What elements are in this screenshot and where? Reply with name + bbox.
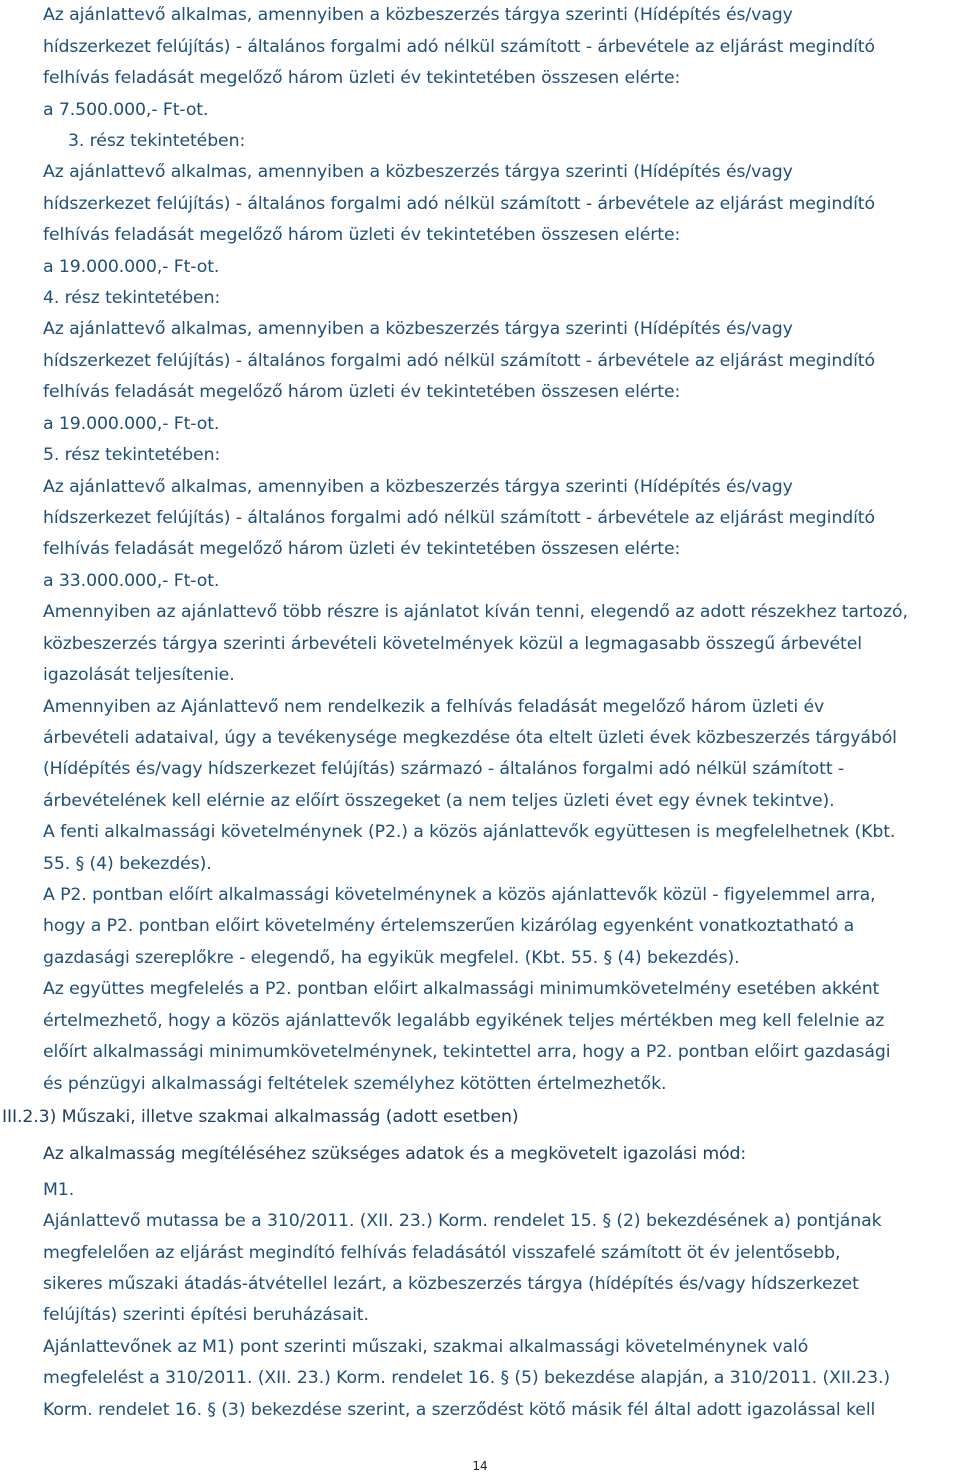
text-line: értelmezhető, hogy a közös ajánlattevők legalább egyikének teljes mértékben meg kell felelnie az (43, 1011, 885, 1031)
text-line: megfelelést a 310/2011. (XII. 23.) Korm. rendelet 16. § (5) bekezdése alapján, a 310/2011. (XII.23.) (43, 1368, 891, 1388)
text-line: Az ajánlattevő alkalmas, amennyiben a közbeszerzés tárgya szerinti (Hídépítés és/vagy (43, 5, 793, 25)
text-line: Az ajánlattevő alkalmas, amennyiben a közbeszerzés tárgya szerinti (Hídépítés és/vagy (43, 477, 793, 497)
part-heading: 4. rész tekintetében: (43, 288, 221, 308)
text-line: felhívás feladását megelőző három üzleti év tekintetében összesen elérte: (43, 539, 681, 559)
text-line: felhívás feladását megelőző három üzleti év tekintetében összesen elérte: (43, 225, 681, 245)
text-line: megfelelően az eljárást megindító felhívás feladásától visszafelé számított öt év jelentősebb, (43, 1243, 841, 1263)
text-line: előírt alkalmassági minimumkövetelménynek, tekintettel arra, hogy a P2. pontban előirt gazdasági (43, 1042, 891, 1062)
text-line: 55. § (4) bekezdés). (43, 854, 212, 874)
text-line: árbevételének kell elérnie az előírt összegeket (a nem teljes üzleti évet egy évnek tekintve). (43, 791, 835, 811)
text-line: Amennyiben az ajánlattevő több részre is ajánlatot kíván tenni, elegendő az adott részekhez tartozó, (43, 602, 908, 622)
text-line: M1. (43, 1180, 75, 1200)
text-line: hídszerkezet felújítás) - általános forgalmi adó nélkül számított - árbevétele az eljárást megindító (43, 351, 875, 371)
text-line: felhívás feladását megelőző három üzleti év tekintetében összesen elérte: (43, 382, 681, 402)
text-line: A P2. pontban előírt alkalmassági követelménynek a közös ajánlattevők közül - figyelemmel arra, (43, 885, 876, 905)
text-line: hídszerkezet felújítás) - általános forgalmi adó nélkül számított - árbevétele az eljárást megindító (43, 194, 875, 214)
page-number: 14 (472, 1459, 488, 1473)
text-line: a 19.000.000,- Ft-ot. (43, 414, 220, 434)
text-line: a 19.000.000,- Ft-ot. (43, 257, 220, 277)
text-line: A fenti alkalmassági követelménynek (P2.) a közös ajánlattevők együttesen is megfelelhetnek (Kbt. (43, 822, 896, 842)
text-line: hídszerkezet felújítás) - általános forgalmi adó nélkül számított - árbevétele az eljárást megindító (43, 37, 875, 57)
text-line: (Hídépítés és/vagy hídszerkezet felújítás) származó - általános forgalmi adó nélkül számított - (43, 759, 845, 779)
subsection-label: Az alkalmasság megítéléséhez szükséges adatok és a megkövetelt igazolási mód: (43, 1144, 747, 1164)
text-line: Az együttes megfelelés a P2. pontban előirt alkalmassági minimumkövetelmény esetében akként (43, 979, 880, 999)
text-line: hogy a P2. pontban előirt követelmény értelemszerűen kizárólag egyenként vonatkoztatható a (43, 916, 855, 936)
section-heading: III.2.3) Műszaki, illetve szakmai alkalmasság (adott esetben) (2, 1107, 519, 1127)
text-line: Ajánlattevőnek az M1) pont szerinti műszaki, szakmai alkalmassági követelménynek való (43, 1337, 809, 1357)
text-line: hídszerkezet felújítás) - általános forgalmi adó nélkül számított - árbevétele az eljárást megindító (43, 508, 875, 528)
text-line: Az ajánlattevő alkalmas, amennyiben a közbeszerzés tárgya szerinti (Hídépítés és/vagy (43, 319, 793, 339)
text-line: Ajánlattevő mutassa be a 310/2011. (XII. 23.) Korm. rendelet 15. § (2) bekezdésének a) pontjának (43, 1211, 882, 1231)
text-line: felhívás feladását megelőző három üzleti év tekintetében összesen elérte: (43, 68, 681, 88)
text-line: igazolását teljesítenie. (43, 665, 235, 685)
text-line: sikeres műszaki átadás-átvétellel lezárt, a közbeszerzés tárgya (hídépítés és/vagy hídszerkezet (43, 1274, 859, 1294)
part-heading: 5. rész tekintetében: (43, 445, 221, 465)
text-line: a 33.000.000,- Ft-ot. (43, 571, 220, 591)
text-line: közbeszerzés tárgya szerinti árbevételi követelmények közül a legmagasabb összegű árbevétel (43, 634, 862, 654)
text-line: Korm. rendelet 16. § (3) bekezdése szerint, a szerződést kötő másik fél által adott igazolással kell (43, 1400, 876, 1420)
text-line: a 7.500.000,- Ft-ot. (43, 100, 209, 120)
text-line: és pénzügyi alkalmassági feltételek személyhez kötötten értelmezhetők. (43, 1074, 667, 1094)
text-line: Amennyiben az Ajánlattevő nem rendelkezik a felhívás feladását megelőző három üzleti év (43, 697, 825, 717)
part-heading: 3. rész tekintetében: (68, 131, 246, 151)
text-line: felújítás) szerinti építési beruházásait. (43, 1305, 369, 1325)
text-line: gazdasági szereplőkre - elegendő, ha egyikük megfelel. (Kbt. 55. § (4) bekezdés). (43, 948, 740, 968)
text-line: Az ajánlattevő alkalmas, amennyiben a közbeszerzés tárgya szerinti (Hídépítés és/vagy (43, 162, 793, 182)
text-line: árbevételi adataival, úgy a tevékenysége megkezdése óta eltelt üzleti évek közbeszerzés tárgyából (43, 728, 897, 748)
